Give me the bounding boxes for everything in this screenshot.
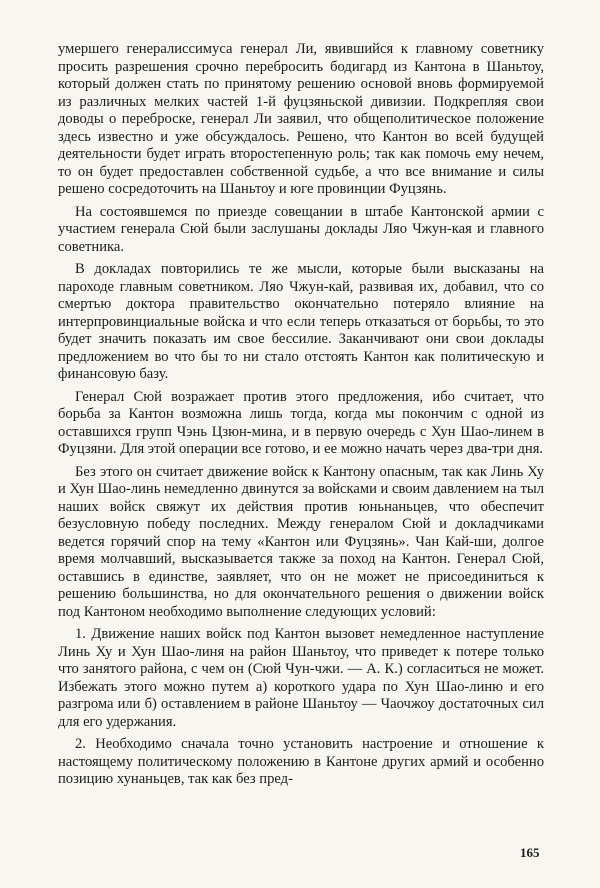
paragraph-1: умершего генералиссимуса генерал Ли, явившийся к главному советнику просить разрешения срочно перебросить бодигард из Кантона в Шаньтоу, который должен стать по принятому решению основой вновь формируемой из различных мелких частей 1-й фуцзяньской дивизии. Подкрепляя свои доводы о переброске, генерал Ли заявил, что общеполитическое положение здесь известно и уже обсуждалось. Решено, что Кантон во всей будущей деятельности будет играть второстепенную роль; так как помочь ему нечем, то он будет предоставлен собственной судьбе, а что все внимание и силы решено сосредоточить на Шаньтоу и юге провинции Фуцзянь.: [58, 41, 544, 197]
paragraph-6: 1. Движение наших войск под Кантон вызовет немедленное наступление Линь Ху и Хун Шао-линя на район Шаньтоу, что приведет к потере только что занятого района, с чем он (Сюй Чун-чжи. — А. К.) согласиться не может. Избежать этого можно путем а) короткого удара по Хун Шао-линю и его разгрома или б) оставлением в районе Шаньтоу — Чаочжоу достаточных сил для его удержания.: [58, 626, 544, 730]
paragraph-3: В докладах повторились те же мысли, которые были высказаны на пароходе главным советником. Ляо Чжун-кай, развивая их, добавил, что со смертью доктора правительство окончательно потеряло влияние на интерпровинциальные войска и что если теперь отказаться от борьбы, то это будет значить показать им свое бессилие. Заканчивают они свои доклады предложением во что бы то ни стало отстоять Кантон как политическую и финансовую базу.: [58, 261, 544, 382]
paragraph-7: 2. Необходимо сначала точно установить настроение и отношение к настоящему политическому положению в Кантоне других армий и особенно позицию хунаньцев, так как без пред-: [58, 736, 544, 787]
body-text: [58, 41, 544, 794]
paragraph-5: Без этого он считает движение войск к Кантону опасным, так как Линь Ху и Хун Шао-линь немедленно двинутся за войсками и своим давлением на тыл наших войск свяжут их действия против юньнаньцев, что обеспечит безусловную победу последних. Между генералом Сюй и докладчиками ведется горячий спор на тему «Кантон или Фуцзянь». Чан Кай-ши, долгое время молчавший, высказывается также за поход на Кантон. Генерал Сюй, оставшись в единстве, заявляет, что он не может не присоединиться к решению большинства, но для окончательного решения о движении войск под Кантоном необходимо выполнение следующих условий:: [58, 463, 544, 620]
paragraph-2: На состоявшемся по приезде совещании в штабе Кантонской армии с участием генерала Сюй были заслушаны доклады Ляо Чжун-кая и главного советника.: [58, 203, 544, 255]
page-number: 165: [520, 845, 540, 860]
paragraph-4: Генерал Сюй возражает против этого предложения, ибо считает, что борьба за Кантон возможна лишь тогда, когда мы покончим с одной из оставшихся групп Чэнь Цзюн-мина, и в первую очередь с Хун Шао-линем в Фуцзяни. Для этой операции все готово, и ее можно начать через два-три дня.: [58, 388, 544, 457]
